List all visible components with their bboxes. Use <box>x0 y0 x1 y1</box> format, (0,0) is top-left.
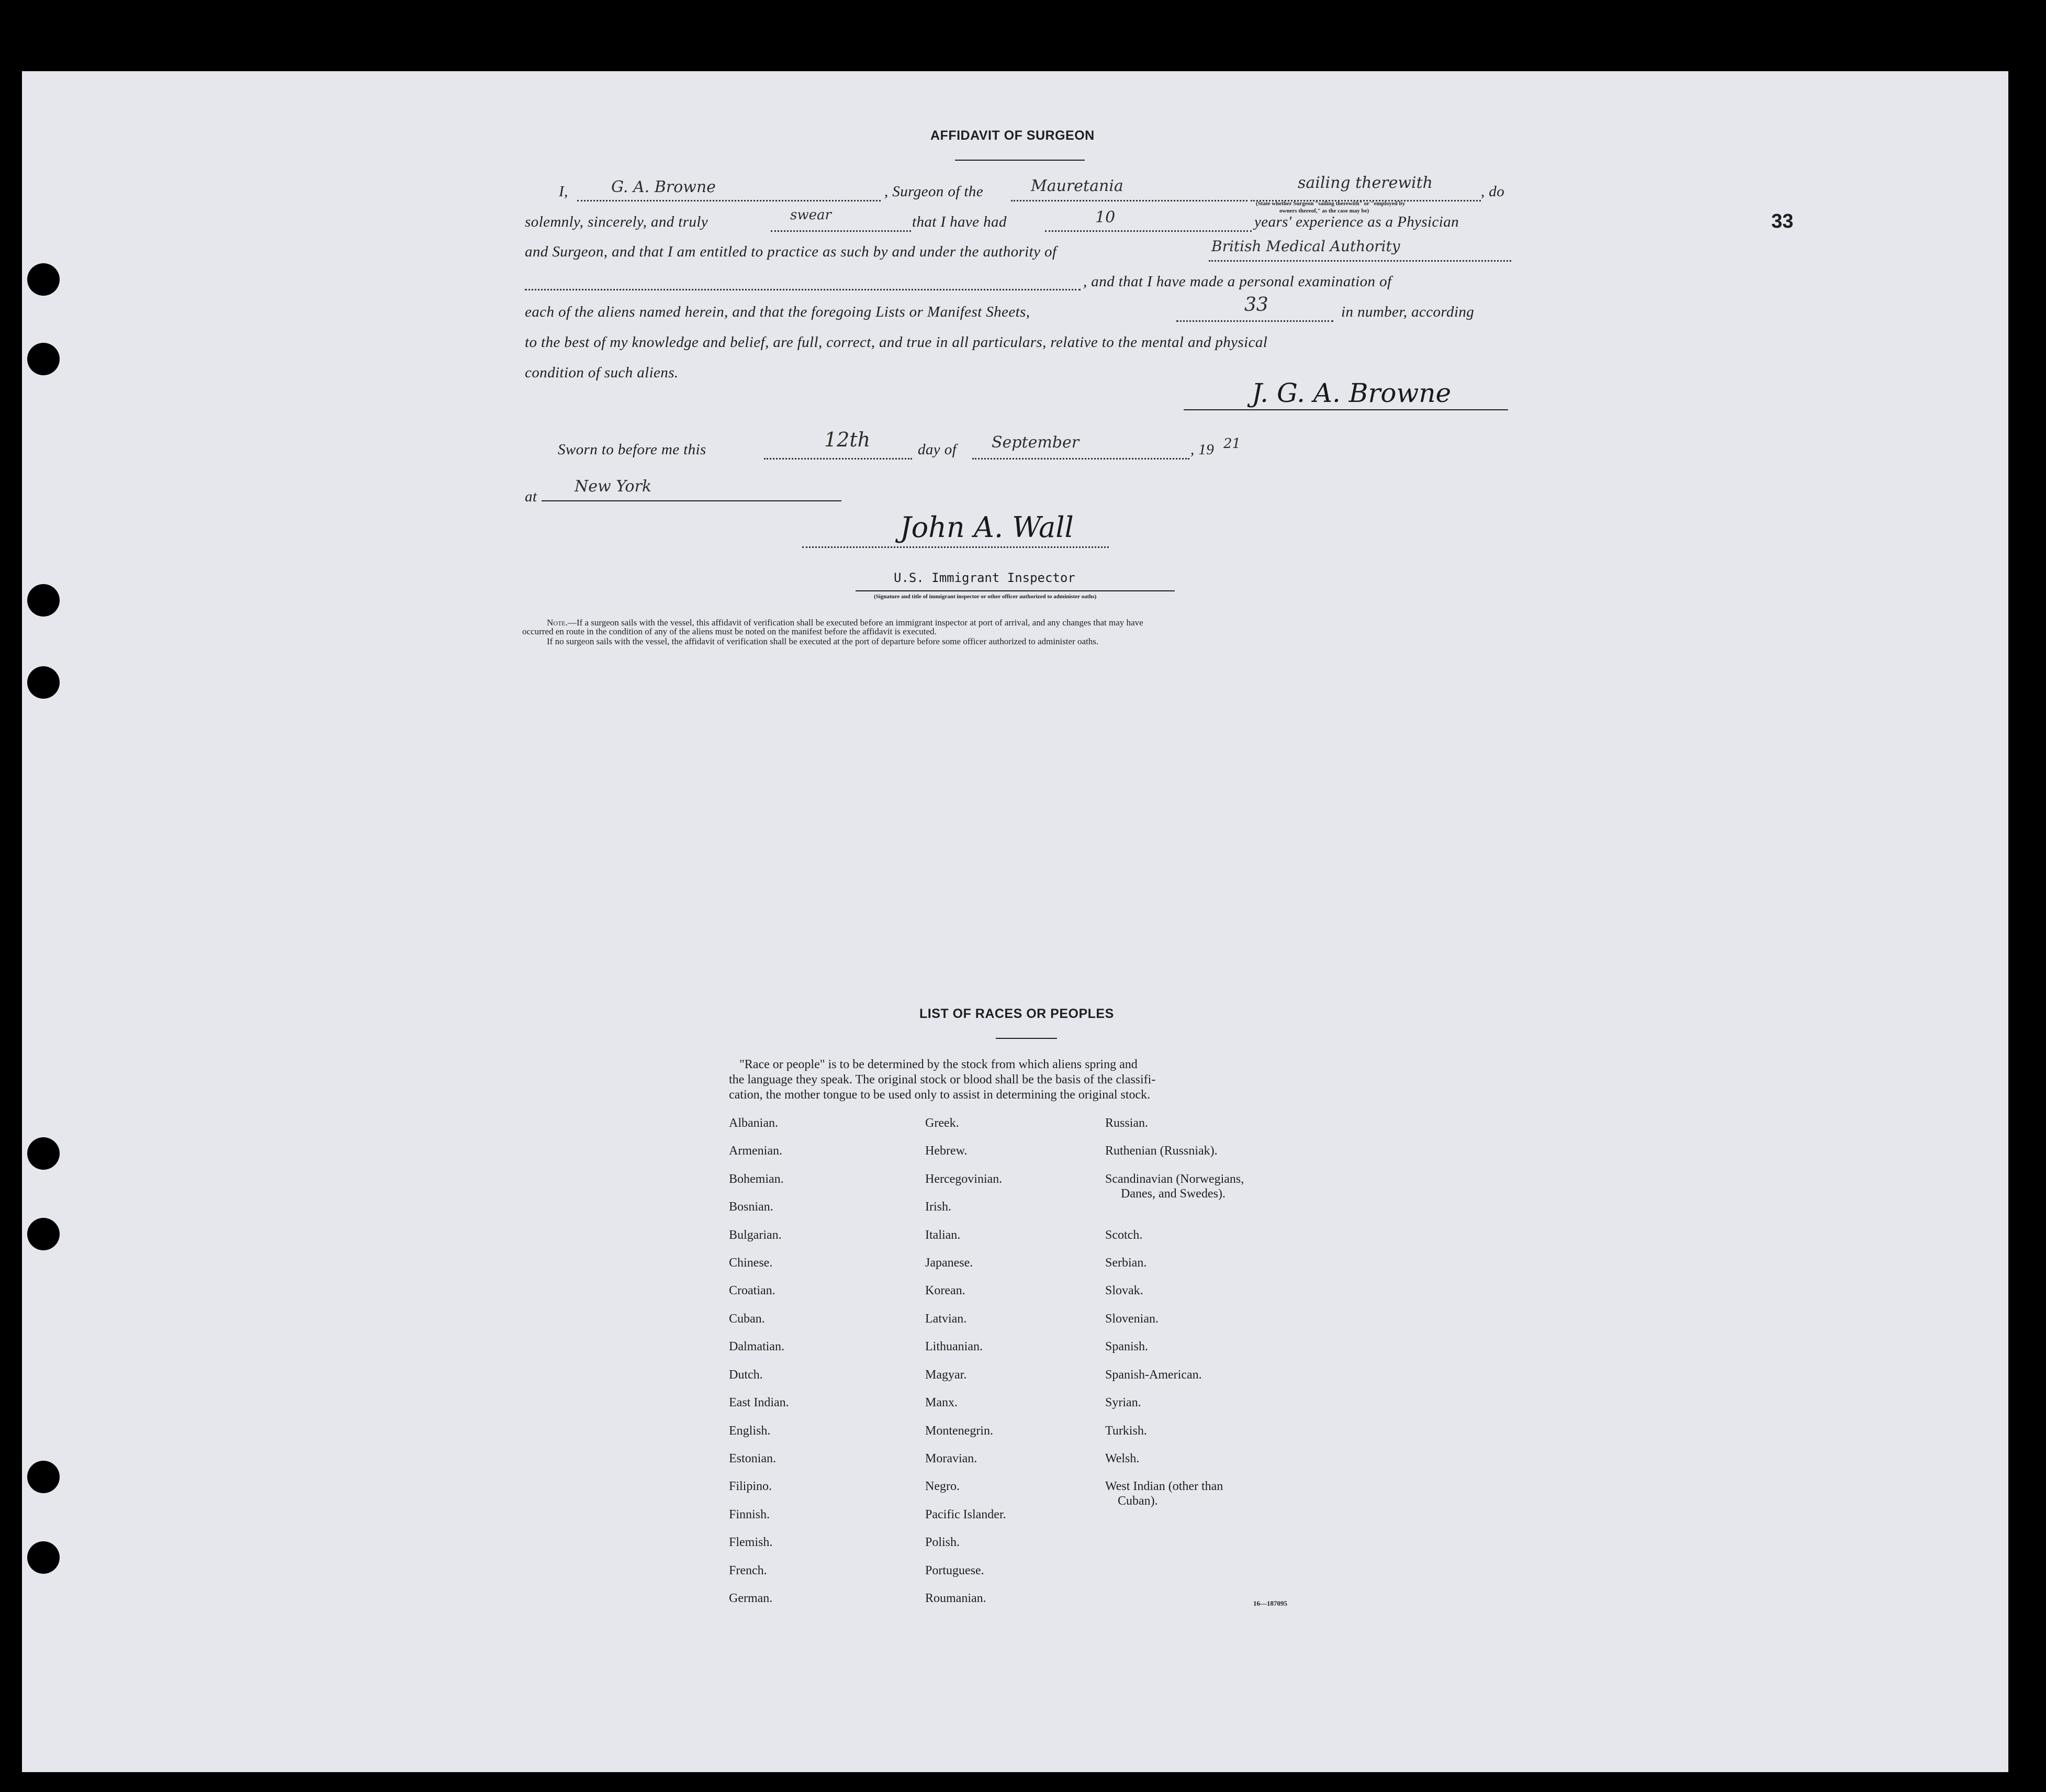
race-item: Manx. <box>925 1396 958 1409</box>
race-item: Bosnian. <box>729 1200 773 1214</box>
sworn-year-prefix: , 19 <box>1190 441 1215 458</box>
race-item: Russian. <box>1105 1116 1149 1130</box>
line2-prefix: solemnly, sincerely, and truly <box>525 214 709 230</box>
sworn-month: September <box>992 433 1080 452</box>
race-item: West Indian (other than <box>1105 1480 1223 1493</box>
race-item: Spanish-American. <box>1105 1368 1202 1382</box>
races-intro-line-1: "Race or people" is to be determined by the stock from which aliens spring and <box>739 1058 1138 1071</box>
sworn-day: 12th <box>824 428 871 451</box>
race-item: Roumanian. <box>925 1592 986 1605</box>
authority-field <box>1209 260 1511 262</box>
race-item: Ruthenian (Russniak). <box>1105 1144 1218 1158</box>
years-field <box>1045 230 1252 232</box>
note-text-1: —If a surgeon sails with the vessel, this affidavit of verification shall be executed before an immigrant inspector at port of arrival, and any changes that may have <box>567 618 1143 628</box>
punch-hole <box>27 666 60 699</box>
race-item: Syrian. <box>1105 1396 1141 1409</box>
ship-field <box>1011 200 1247 201</box>
race-item: Montenegrin. <box>925 1424 993 1438</box>
line6: to the best of my knowledge and belief, are full, correct, and true in all particulars, relative to the mental and physical <box>525 334 1268 351</box>
line1-suffix: , do <box>1481 183 1505 200</box>
inspector-signature: John A. Wall <box>900 511 1074 544</box>
race-item: Chinese. <box>729 1256 773 1270</box>
race-item: Moravian. <box>925 1452 977 1465</box>
practice-authority: British Medical Authority <box>1211 238 1400 255</box>
punch-hole <box>27 343 60 375</box>
race-item: Filipino. <box>729 1480 772 1493</box>
affidavit-title: AFFIDAVIT OF SURGEON <box>930 128 1095 143</box>
race-item: Flemish. <box>729 1536 773 1549</box>
surgeon-status: sailing therewith <box>1298 174 1433 192</box>
note-line-3: If no surgeon sails with the vessel, the affidavit of verification shall be executed at the port of departure before some officer authorized to administer oaths. <box>547 636 1099 646</box>
race-item: Italian. <box>925 1228 961 1242</box>
form-number: 16—187095 <box>1253 1599 1287 1607</box>
race-item: Bulgarian. <box>729 1228 782 1242</box>
races-title: LIST OF RACES OR PEOPLES <box>919 1006 1114 1021</box>
sworn-year: 21 <box>1223 436 1241 452</box>
race-item: Croatian. <box>729 1284 775 1297</box>
race-item: Dalmatian. <box>729 1340 784 1353</box>
race-item: Slovenian. <box>1105 1312 1159 1326</box>
inspector-title: U.S. Immigrant Inspector <box>894 570 1075 585</box>
race-item: Scotch. <box>1105 1228 1143 1242</box>
race-item: Dutch. <box>729 1368 763 1382</box>
race-item: Lithuanian. <box>925 1340 983 1353</box>
ship-name: Mauretania <box>1031 177 1123 195</box>
day-field <box>764 458 912 460</box>
race-item: Portuguese. <box>925 1564 984 1577</box>
page-number: 33 <box>1771 210 1794 232</box>
status-note-2: owners thereof," as the case may be) <box>1279 208 1369 214</box>
authority-continued-field <box>525 289 1081 290</box>
inspector-title-line <box>856 590 1175 591</box>
line2-suffix: years' experience as a Physician <box>1254 214 1459 230</box>
race-item: Serbian. <box>1105 1256 1147 1270</box>
line3-prefix: and Surgeon, and that I am entitled to practice as such by and under the authority of <box>525 243 1057 260</box>
surgeon-signature-line <box>1184 409 1508 410</box>
race-item: Korean. <box>925 1284 965 1297</box>
line7: condition of such aliens. <box>525 364 679 381</box>
surgeon-name: G. A. Browne <box>611 178 716 196</box>
oath-verb: swear <box>790 207 831 223</box>
line5-suffix: in number, according <box>1341 304 1475 320</box>
races-title-underline <box>996 1038 1057 1039</box>
races-intro-line-2: the language they speak. The original stock or blood shall be the basis of the classifi- <box>729 1073 1156 1087</box>
race-item: Cuban. <box>729 1312 765 1326</box>
punch-hole <box>27 584 60 617</box>
race-item: Japanese. <box>925 1256 973 1270</box>
line1-mid: , Surgeon of the <box>884 183 983 200</box>
race-item: Estonian. <box>729 1452 776 1465</box>
inspector-note: (Signature and title of immigrant inspector or other officer authorized to administer oaths) <box>874 593 1097 600</box>
punch-hole <box>27 1461 60 1493</box>
race-item: French. <box>729 1564 767 1577</box>
line1-prefix: I, <box>559 183 568 200</box>
race-item: Cuban). <box>1118 1494 1158 1508</box>
note-lead: Note. <box>547 618 568 628</box>
sworn-prefix: Sworn to before me this <box>558 441 706 458</box>
race-item: German. <box>729 1592 773 1605</box>
sheets-field <box>1176 320 1333 322</box>
race-item: Finnish. <box>729 1508 770 1521</box>
sworn-mid: day of <box>918 441 957 458</box>
race-item: Greek. <box>925 1116 959 1130</box>
title-underline <box>955 160 1085 161</box>
race-item: Bohemian. <box>729 1172 784 1186</box>
race-item: English. <box>729 1424 771 1438</box>
line5-prefix: each of the aliens named herein, and that the foregoing Lists or Manifest Sheets, <box>525 304 1030 320</box>
punch-hole <box>27 1137 60 1170</box>
race-item: Slovak. <box>1105 1284 1143 1297</box>
races-intro-line-3: cation, the mother tongue to be used only to assist in determining the original stock. <box>729 1088 1151 1102</box>
place-line <box>542 500 841 501</box>
race-item: Hercegovinian. <box>925 1172 1003 1186</box>
race-item: Welsh. <box>1105 1452 1140 1465</box>
race-item: Scandinavian (Norwegians, <box>1105 1172 1244 1186</box>
document-sheet <box>22 71 2008 1772</box>
race-item: Spanish. <box>1105 1340 1149 1353</box>
punch-hole <box>27 1541 60 1574</box>
race-item: East Indian. <box>729 1396 789 1409</box>
at-prefix: at <box>525 488 537 505</box>
inspector-signature-line <box>802 546 1109 548</box>
punch-hole <box>27 1218 60 1250</box>
surgeon-name-field <box>577 200 881 201</box>
surgeon-signature: J. G. A. Browne <box>1252 378 1452 408</box>
punch-hole <box>27 263 60 296</box>
race-item: Polish. <box>925 1536 960 1549</box>
race-item: Pacific Islander. <box>925 1508 1006 1521</box>
race-item: Turkish. <box>1105 1424 1147 1438</box>
race-item: Negro. <box>925 1480 960 1493</box>
years-experience: 10 <box>1095 208 1116 227</box>
race-item: Armenian. <box>729 1144 782 1158</box>
line2-mid: that I have had <box>912 214 1007 230</box>
month-field <box>972 458 1189 460</box>
race-item: Latvian. <box>925 1312 967 1326</box>
race-item: Magyar. <box>925 1368 967 1382</box>
race-item: Hebrew. <box>925 1144 968 1158</box>
status-note-1: (State whether Surgeon "sailing therewith" or "employed by <box>1256 200 1406 207</box>
note-line-2: occurred en route in the condition of any of the aliens must be noted on the manifest before the affidavit is executed. <box>522 626 937 636</box>
race-item: Albanian. <box>729 1116 778 1130</box>
oath-verb-field <box>771 230 911 232</box>
race-item: Danes, and Swedes). <box>1121 1187 1226 1201</box>
line4-suffix: , and that I have made a personal examination of <box>1083 273 1392 290</box>
manifest-sheet-count: 33 <box>1244 294 1268 316</box>
sworn-place: New York <box>575 477 651 496</box>
race-item: Irish. <box>925 1200 951 1214</box>
